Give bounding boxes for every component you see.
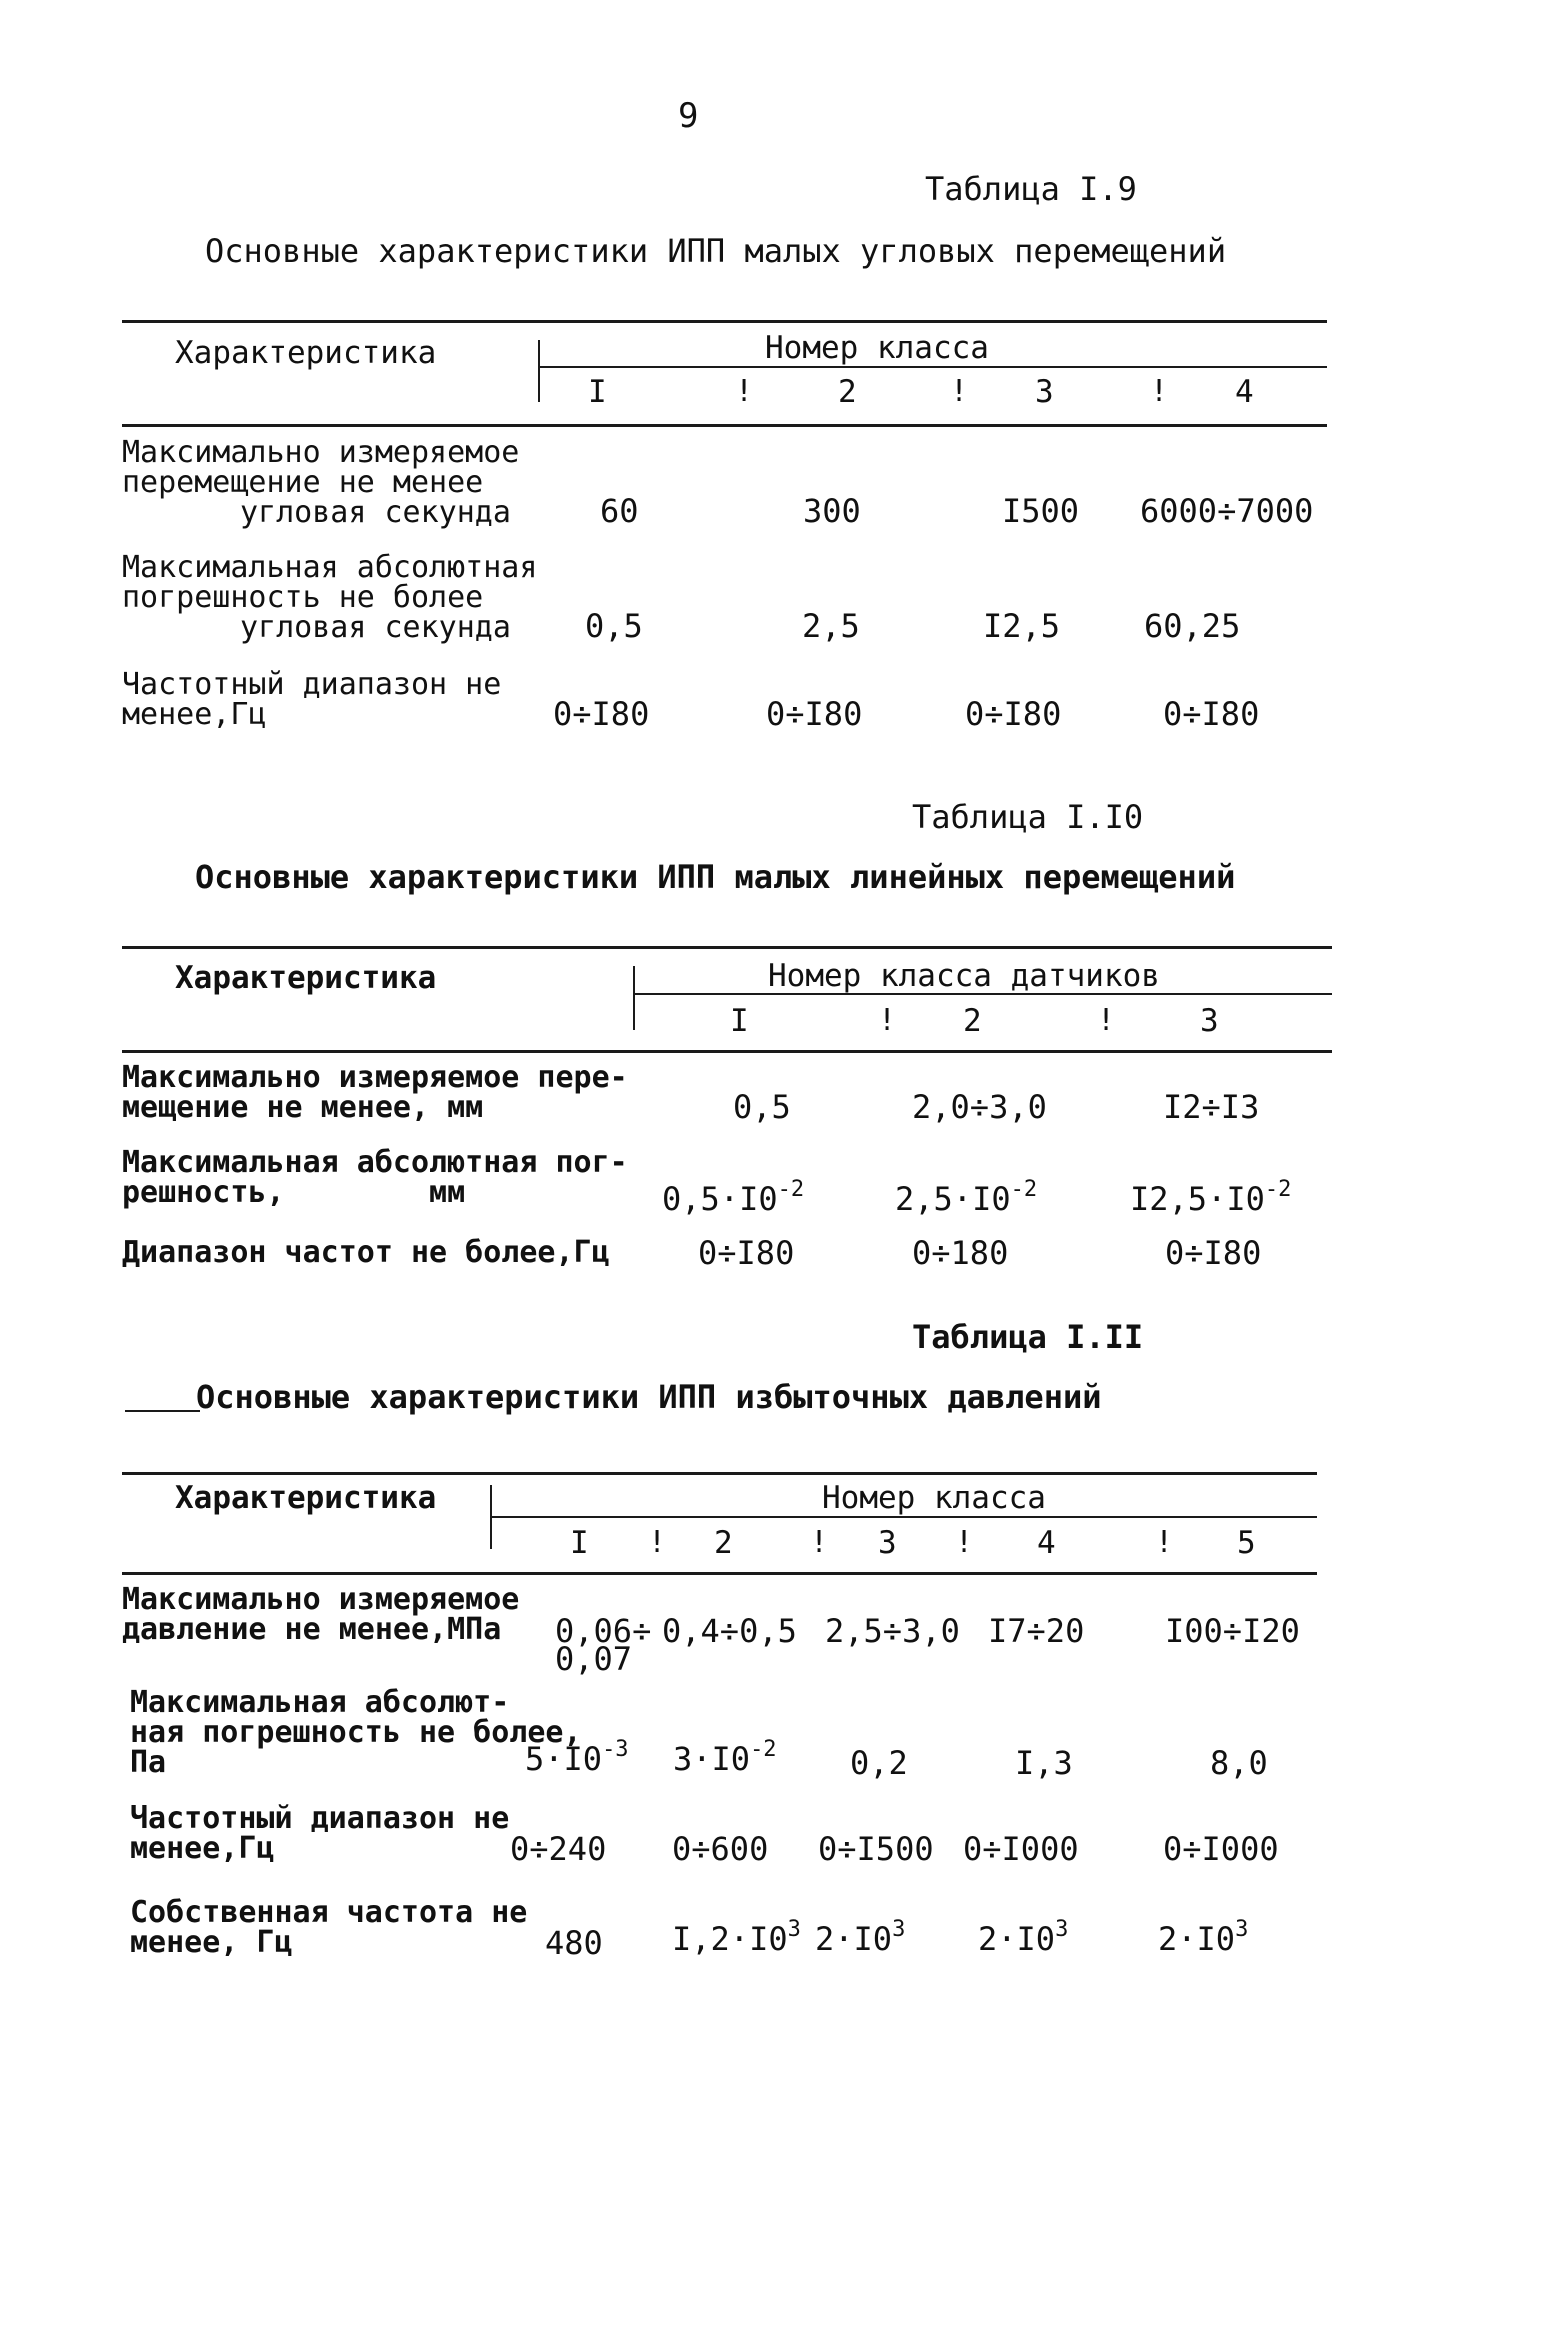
table-cell: $2\cdot I0^3$ (815, 1917, 906, 1958)
class-number: 3 (1200, 1003, 1219, 1039)
class-number: I (588, 374, 607, 410)
group-header-rule (492, 1516, 1317, 1518)
table-cell: I500 (1002, 492, 1080, 530)
table-cell: $2\cdot I0^3$ (1158, 1917, 1249, 1958)
column-separator: ! (1155, 1525, 1174, 1560)
table-cell: 0÷600 (672, 1830, 769, 1868)
table-cell: $2\cdot I0^3$ (978, 1917, 1069, 1958)
table-top-rule (122, 946, 1332, 949)
column-separator: ! (878, 1003, 897, 1038)
row-label: Максимально измеряемое пере- мещение не менее, мм (122, 1060, 628, 1125)
column-separator: ! (1150, 374, 1169, 409)
table-cell: 2,5÷3,0 (825, 1612, 960, 1650)
class-number: 2 (963, 1003, 982, 1039)
class-number: I (730, 1003, 749, 1039)
table-cell: 2,0÷3,0 (912, 1088, 1047, 1126)
group-header-rule (635, 993, 1332, 995)
page-number: 9 (678, 96, 699, 136)
column-header: Характеристика (175, 1480, 437, 1516)
table-caption: Таблица I.I0 (912, 798, 1144, 836)
table-cell: 0÷I80 (965, 695, 1062, 733)
column-separator: ! (648, 1525, 667, 1560)
row-label: Максимально измеряемое давление не менее,МПа (122, 1582, 520, 1647)
table-cell: I2,5 (983, 607, 1061, 645)
column-header: Характеристика (175, 335, 437, 371)
table-cell: 0÷I000 (1163, 1830, 1279, 1868)
table-cell: 0÷I000 (963, 1830, 1079, 1868)
class-number: 5 (1237, 1525, 1256, 1561)
group-header: Номер класса датчиков (768, 958, 1160, 994)
table-cell: 0÷I80 (766, 695, 863, 733)
table-cell: 0÷I500 (818, 1830, 934, 1868)
table-cell: 300 (803, 492, 861, 530)
column-separator: ! (735, 374, 754, 409)
table-cell-continued: 0,07 (555, 1640, 633, 1678)
table-title: Основные характеристики ИПП малых линейных перемещений (195, 858, 1236, 896)
group-header-rule (540, 366, 1327, 368)
column-separator: ! (810, 1525, 829, 1560)
class-number: 2 (838, 374, 857, 410)
table-cell: I00÷I20 (1165, 1612, 1300, 1650)
class-number: 2 (714, 1525, 733, 1561)
table-cell: 0÷I80 (698, 1234, 795, 1272)
table-header-rule (122, 424, 1327, 427)
group-header: Номер класса (765, 330, 989, 366)
row-label: Частотный диапазон не менее,Гц (130, 1801, 510, 1866)
table-cell: 0÷I80 (1163, 695, 1260, 733)
class-number: 4 (1037, 1525, 1056, 1561)
table-cell: $0,5\cdot I0^{-2}$ (662, 1177, 805, 1218)
table-cell: $3\cdot I0^{-2}$ (673, 1737, 777, 1778)
table-header-rule (122, 1050, 1332, 1053)
row-label: Максимально измеряемое перемещение не менее угловая секунда (122, 435, 520, 530)
class-number: 4 (1235, 374, 1254, 410)
table-cell: $5\cdot I0^{-3}$ (525, 1737, 629, 1778)
class-number: 3 (878, 1525, 897, 1561)
table-cell: $I2,5\cdot I0^{-2}$ (1130, 1177, 1292, 1218)
header-divider (538, 340, 540, 402)
table-caption: Таблица I.II (912, 1318, 1144, 1356)
table-cell: 0÷180 (912, 1234, 1009, 1272)
row-label: Максимальная абсолютная пог- решность, мм (122, 1145, 628, 1210)
table-cell: 6000÷7000 (1140, 492, 1314, 530)
row-label: Максимальная абсолют- ная погрешность не более, Па (130, 1685, 582, 1780)
class-number: 3 (1035, 374, 1054, 410)
table-top-rule (122, 320, 1327, 323)
table-cell: $2,5\cdot I0^{-2}$ (895, 1177, 1038, 1218)
table-cell: 0÷240 (510, 1830, 607, 1868)
table-cell: 0÷I80 (553, 695, 650, 733)
table-cell: 60,25 (1144, 607, 1241, 645)
table-cell: 2,5 (802, 607, 860, 645)
table-cell: 0,4÷0,5 (662, 1612, 797, 1650)
table-cell: 0,5 (733, 1088, 791, 1126)
table-title: Основные характеристики ИПП малых угловых перемещений (205, 232, 1227, 270)
table-cell: I2÷I3 (1163, 1088, 1260, 1126)
row-label: Диапазон частот не более,Гц (122, 1235, 610, 1270)
column-header: Характеристика (175, 960, 437, 996)
table-cell: 0,2 (850, 1744, 908, 1782)
column-separator: ! (950, 374, 969, 409)
title-underline (125, 1410, 200, 1412)
table-cell: 60 (600, 492, 639, 530)
table-cell: I7÷20 (988, 1612, 1085, 1650)
table-title: Основные характеристики ИПП избыточных давлений (196, 1378, 1102, 1416)
table-cell: I,3 (1015, 1744, 1073, 1782)
table-cell: 0,06÷ (555, 1612, 652, 1650)
group-header: Номер класса (822, 1480, 1046, 1516)
header-divider (633, 966, 635, 1030)
row-label: Собственная частота не менее, Гц (130, 1895, 528, 1960)
table-cell: 0,5 (585, 607, 643, 645)
row-label: Частотный диапазон не менее,Гц (122, 667, 502, 732)
table-cell: 0÷I80 (1165, 1234, 1262, 1272)
row-label: Максимальная абсолютная погрешность не более угловая секунда (122, 550, 538, 645)
table-cell: 480 (545, 1924, 603, 1962)
table-caption: Таблица I.9 (925, 170, 1137, 208)
class-number: I (570, 1525, 589, 1561)
column-separator: ! (1097, 1003, 1116, 1038)
table-top-rule (122, 1472, 1317, 1475)
column-separator: ! (955, 1525, 974, 1560)
table-header-rule (122, 1572, 1317, 1575)
table-cell: $I,2\cdot I0^3$ (672, 1917, 801, 1958)
table-cell: 8,0 (1210, 1744, 1268, 1782)
